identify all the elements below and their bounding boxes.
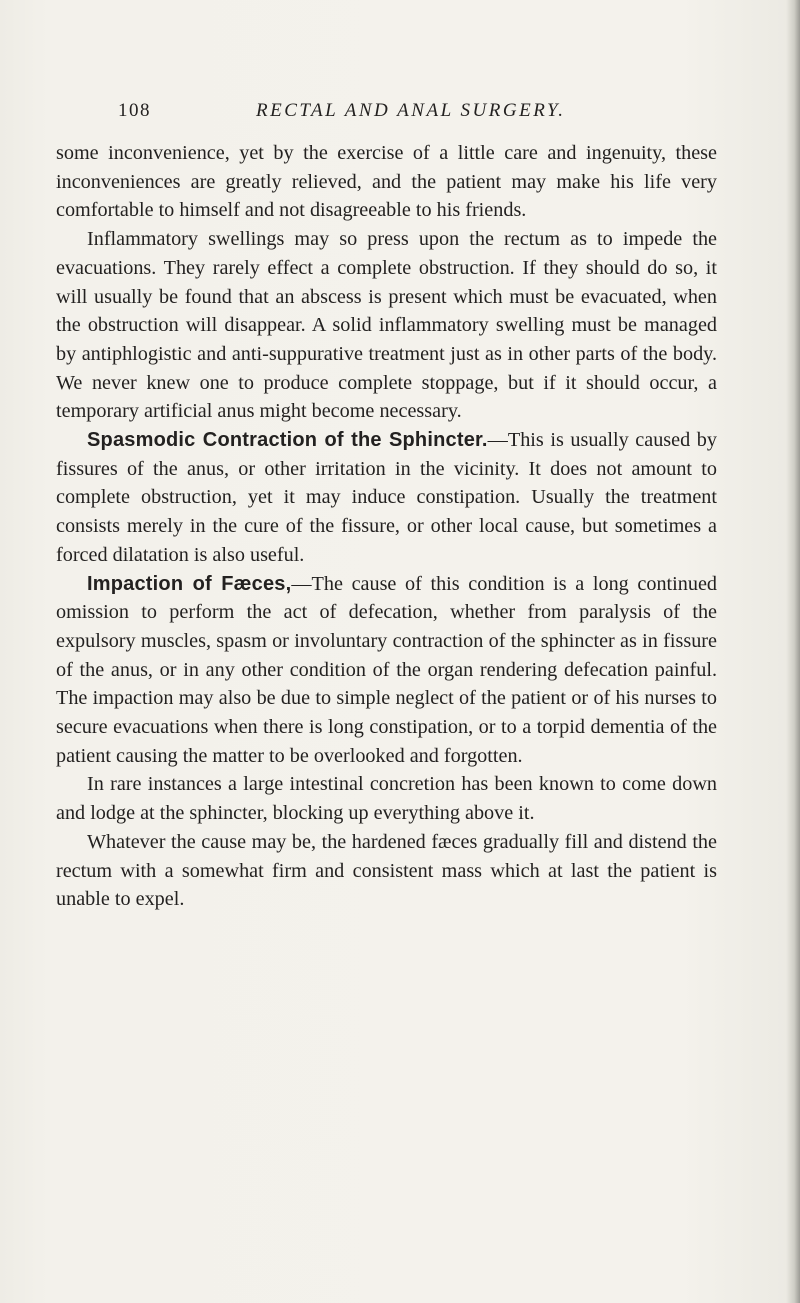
paragraph-text: Inflammatory swellings may so press upon the rectum as to impede the evacuations. They rarely effect a complete obstruction. If they should do so, it will usually be found that an abscess is present which must be evacuated, when the obstruction will disappear. A solid inflammatory swelling must be managed by antiphlogistic and anti-suppurative treatment just as in other parts of the body. We never knew one to produce complete stoppage, but if it should occur, a temporary artificial anus might become necessary. <box>56 228 717 423</box>
paragraph <box>56 139 717 225</box>
paragraph-text: —This is usually caused by fissures of the anus, or other irritation in the vicinity. It does not amount to complete obstruction, yet it may induce constipation. Usually the treatment consists merely in the cure of the fissure, or other local cause, but sometimes a forced dilatation is also useful. <box>56 429 717 566</box>
paragraph <box>56 426 717 570</box>
section-heading: Spasmodic Contraction of the Sphincter. <box>87 429 488 452</box>
paragraph-text: Whatever the cause may be, the hardened fæces gradually fill and distend the rectum with a somewhat firm and consistent mass which at last the patient is unable to expel. <box>56 830 717 911</box>
page-number: 108 <box>118 100 151 121</box>
paragraph-text: —The cause of this condition is a long continued omission to perform the act of defecation, whether from paralysis of the expulsory muscles, spasm or involuntary contraction of the sphincter as in fissure of the anus, or in any other condition of the organ rendering defecation painful. The impaction may also be due to simple neglect of the patient or of his nurses to secure evacuations when there is long constipation, or to a torpid dementia of the patient causing the matter to be overlooked and forgotten. <box>56 572 717 767</box>
paragraph <box>56 770 717 827</box>
paragraph-text: some inconvenience, yet by the exercise of a little care and ingenuity, these inconveniences are greatly relieved, and the patient may make his life very comfortable to himself and not disagreeable to his friends. <box>56 142 717 222</box>
page-edge-shadow <box>786 0 800 1303</box>
paragraph <box>56 828 717 914</box>
section-heading: Impaction of Fæces, <box>87 572 292 595</box>
paragraph-text: In rare instances a large intestinal concretion has been known to come down and lodge at the sphincter, blocking up everything above it. <box>56 773 717 825</box>
body-text <box>56 139 717 914</box>
paragraph <box>56 570 717 771</box>
paragraph <box>56 225 717 426</box>
page-header <box>118 100 728 130</box>
running-head: RECTAL AND ANAL SURGERY. <box>256 100 566 121</box>
